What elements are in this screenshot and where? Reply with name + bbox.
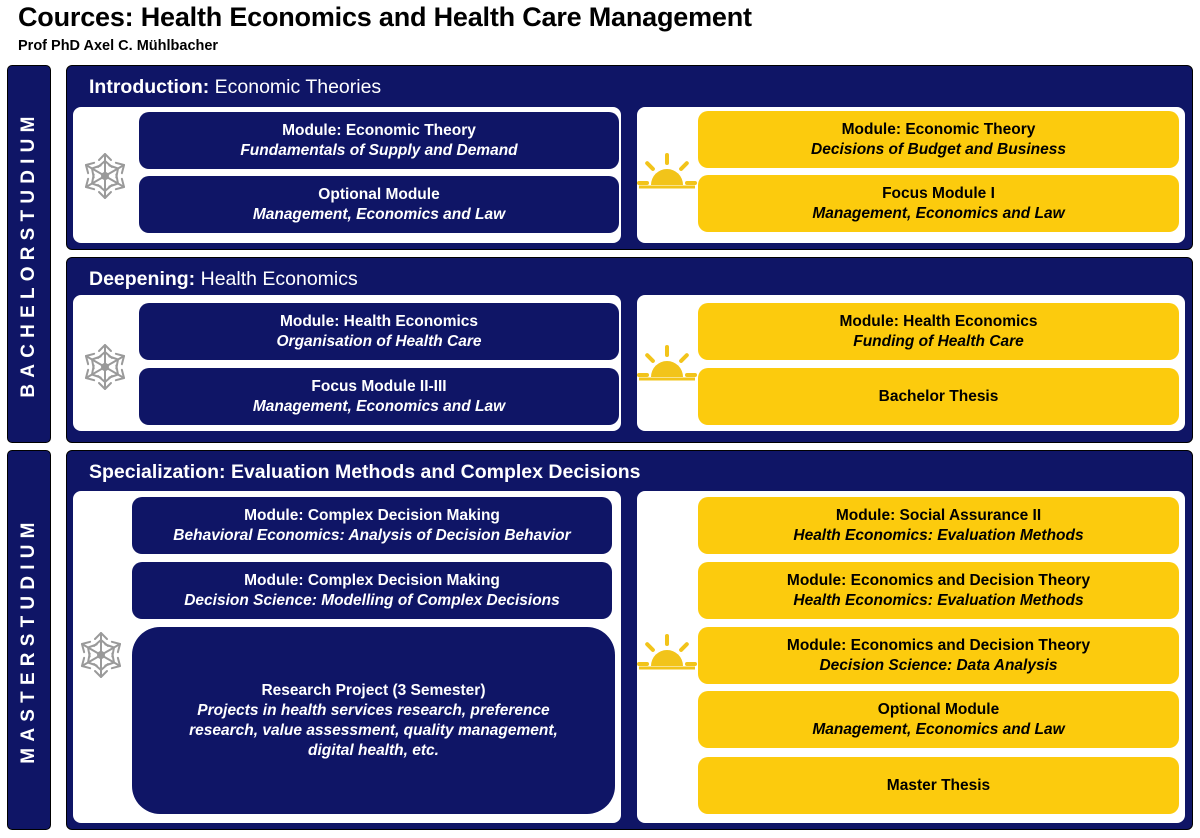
module-subtitle: Health Economics: Evaluation Methods <box>793 591 1084 609</box>
module-box <box>698 497 1179 554</box>
module-title: Module: Economic Theory <box>841 120 1036 138</box>
winter-panel <box>73 107 621 243</box>
winter-panel <box>73 295 621 431</box>
module-title: Module: Economic Theory <box>282 121 476 139</box>
module-title: Bachelor Thesis <box>878 387 999 405</box>
module-title: Module: Health Economics <box>279 312 479 330</box>
module-subtitle: Management, Economics and Law <box>812 720 1065 738</box>
sun-icon <box>637 143 697 196</box>
module-title: Optional Module <box>318 185 440 203</box>
module-title: Module: Health Economics <box>839 312 1038 330</box>
winter-panel <box>73 491 621 823</box>
module-title: Focus Module II-III <box>311 377 447 395</box>
summer-panel <box>637 107 1185 243</box>
summer-panel <box>637 491 1185 823</box>
module-subtitle: Decision Science: Data Analysis <box>819 656 1058 674</box>
module-subtitle: Management, Economics and Law <box>252 205 506 223</box>
master-tab <box>7 450 51 830</box>
summer-panel <box>637 295 1185 431</box>
module-title: Module: Complex Decision Making <box>244 506 500 524</box>
module-box <box>698 111 1179 168</box>
section-title <box>89 76 381 99</box>
module-box <box>698 303 1179 360</box>
page-subtitle: Prof PhD Axel C. Mühlbacher <box>18 38 219 54</box>
module-box <box>139 112 619 169</box>
module-box <box>139 303 619 360</box>
module-subtitle: Decision Science: Modelling of Complex Decisions <box>184 591 560 609</box>
section-specialization <box>66 450 1193 830</box>
section-title-bold: Specialization: Evaluation Methods and Complex Decisions <box>89 461 641 483</box>
sun-icon <box>637 335 697 388</box>
snowflake-icon <box>73 627 129 688</box>
module-title: Module: Economics and Decision Theory <box>786 571 1091 589</box>
bachelor-label: BACHELORSTUDIUM <box>18 110 39 398</box>
module-box <box>139 176 619 233</box>
snowflake-icon <box>77 339 133 400</box>
module-box <box>698 691 1179 748</box>
module-box <box>132 497 612 554</box>
module-box <box>698 562 1179 619</box>
research-project-box <box>132 627 615 814</box>
module-box <box>698 757 1179 814</box>
bachelor-tab <box>7 65 51 443</box>
snowflake-icon <box>77 148 133 209</box>
section-title-rest: Economic Theories <box>209 76 382 98</box>
module-box <box>139 368 619 425</box>
module-title: Research Project (3 Semester) <box>261 681 486 699</box>
page-title: Cources: Health Economics and Health Care Management <box>18 2 752 32</box>
module-subtitle: Health Economics: Evaluation Methods <box>793 526 1084 544</box>
module-subtitle: Organisation of Health Care <box>276 332 482 350</box>
section-title-rest: Health Economics <box>195 268 358 290</box>
section-title-bold: Introduction: <box>89 76 210 98</box>
module-box <box>698 627 1179 684</box>
module-title: Master Thesis <box>886 776 991 794</box>
module-title: Module: Economics and Decision Theory <box>786 636 1091 654</box>
sun-icon <box>637 624 697 677</box>
section-title-bold: Deepening: <box>89 268 196 290</box>
section-deepening <box>66 257 1193 443</box>
module-box <box>132 562 612 619</box>
module-title: Optional Module <box>877 700 1000 718</box>
module-subtitle: Behavioral Economics: Analysis of Decision Behavior <box>173 526 571 544</box>
module-subtitle: Projects in health services research, preference research, value assessment, quality management, digital health, etc. <box>189 701 558 759</box>
section-introduction <box>66 65 1193 250</box>
module-subtitle: Decisions of Budget and Business <box>811 140 1066 158</box>
module-subtitle: Fundamentals of Supply and Demand <box>240 141 518 159</box>
module-title: Focus Module I <box>882 184 995 202</box>
module-subtitle: Management, Economics and Law <box>252 397 506 415</box>
section-title <box>89 461 641 484</box>
section-title <box>89 268 358 291</box>
module-subtitle: Funding of Health Care <box>853 332 1024 350</box>
master-label: MASTERSTUDIUM <box>18 516 39 764</box>
module-subtitle: Management, Economics and Law <box>812 204 1065 222</box>
module-box <box>698 368 1179 425</box>
module-box <box>698 175 1179 232</box>
module-title: Module: Complex Decision Making <box>244 571 500 589</box>
module-title: Module: Social Assurance II <box>835 506 1042 524</box>
